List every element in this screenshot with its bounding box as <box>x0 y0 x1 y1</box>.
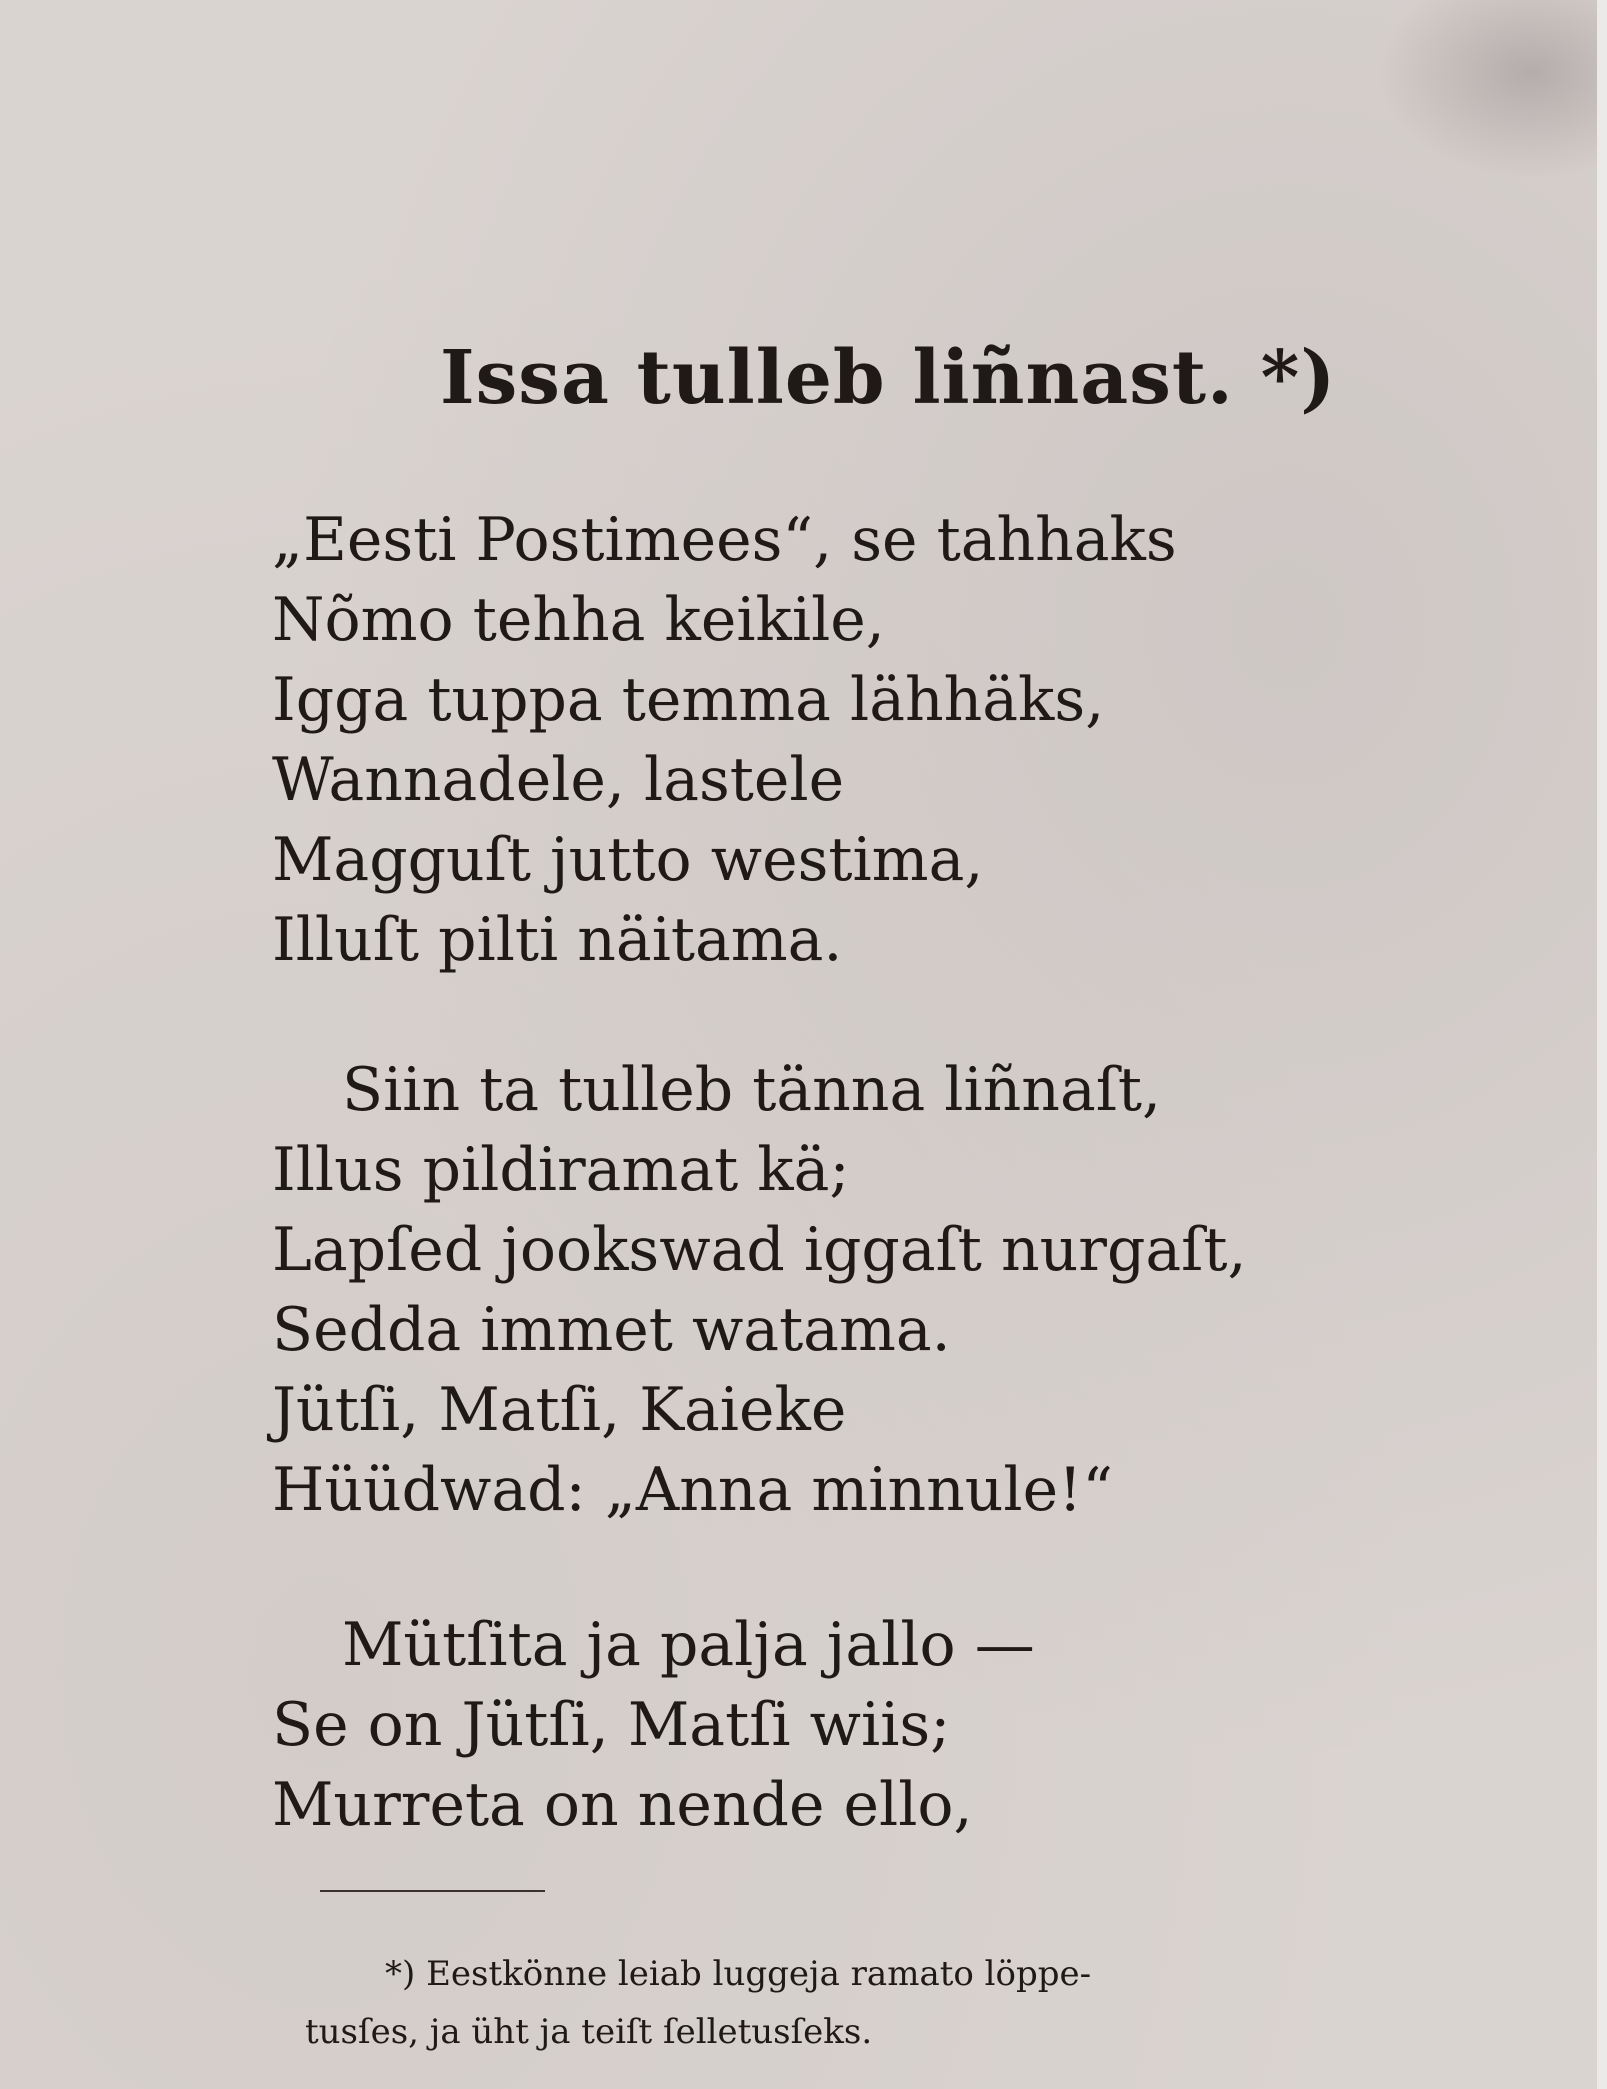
verse-line: Murreta on nende ello, <box>272 1770 973 1840</box>
verse-line: Nõmo tehha keikile, <box>272 585 885 655</box>
verse-line: Wannadele, lastele <box>272 745 845 815</box>
paper-stain <box>1377 0 1597 180</box>
stanza-3 <box>272 1605 1372 1845</box>
verse-line: Igga tuppa temma lähhäks, <box>272 665 1105 735</box>
verse-line: „Eesti Postimees“, se tahhaks <box>272 505 1177 575</box>
poem-title: Issa tulleb liñnast. *) <box>440 335 1337 421</box>
verse-line: Mütſita ja palja jallo — <box>342 1610 1035 1680</box>
verse-line: Illuſt pilti näitama. <box>272 905 843 975</box>
verse-line: Magguſt jutto westima, <box>272 825 984 895</box>
footnote-divider <box>320 1890 545 1892</box>
verse-line: Jütſi, Matſi, Kaieke <box>272 1375 847 1445</box>
footnote <box>305 1945 1365 2061</box>
verse-line: Hüüdwad: „Anna minnule!“ <box>272 1455 1113 1525</box>
verse-line: Siin ta tulleb tänna liñnaſt, <box>342 1055 1162 1125</box>
verse-line: Lapſed jookswad iggaſt nurgaſt, <box>272 1215 1247 1285</box>
verse-line: Sedda immet watama. <box>272 1295 951 1365</box>
footnote-line: tusſes, ja üht ja teiſt ſelletusſeks. <box>305 2012 873 2052</box>
footnote-line: *) Eestkönne leiab luggeja ramato löppe- <box>385 1954 1092 1994</box>
stanza-1 <box>272 500 1372 980</box>
stanza-2 <box>272 1050 1372 1530</box>
verse-line: Illus pildiramat kä; <box>272 1135 850 1205</box>
verse-line: Se on Jütſi, Matſi wiis; <box>272 1690 951 1760</box>
page-edge <box>1597 0 1607 2089</box>
